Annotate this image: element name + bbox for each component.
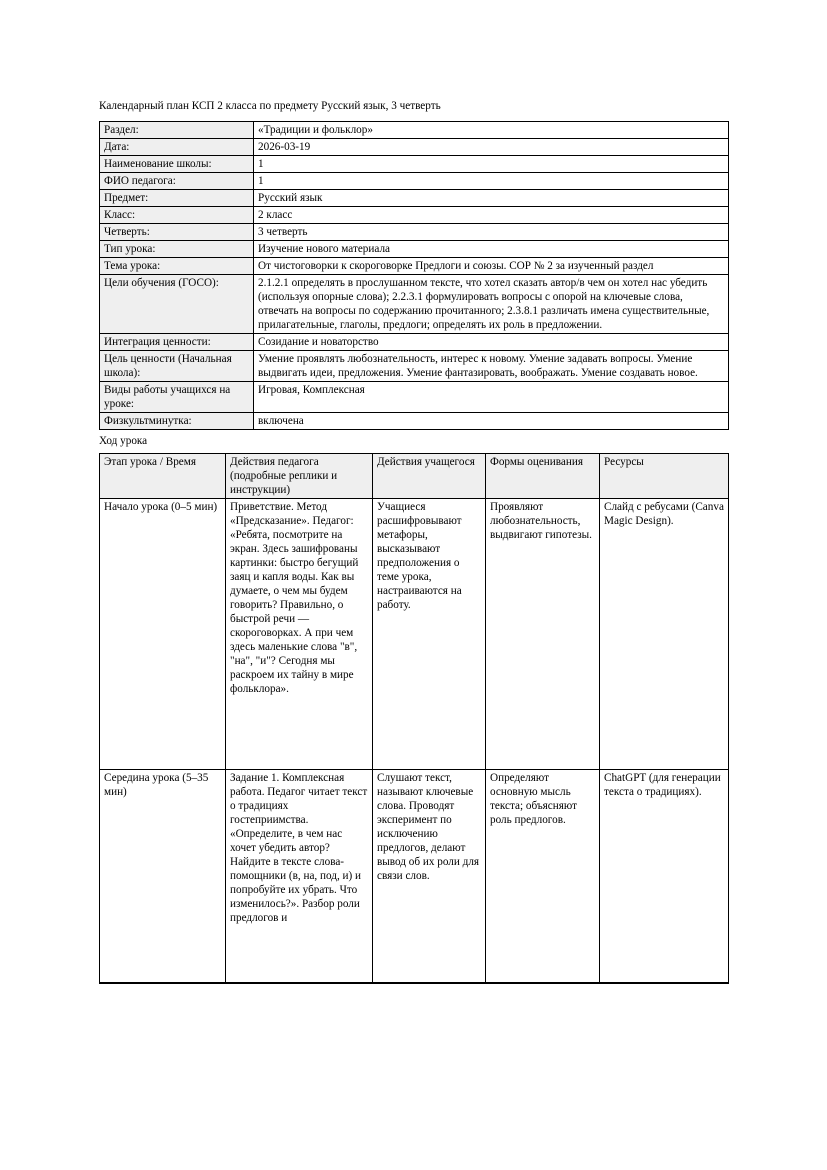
info-value: Умение проявлять любознательность, интерес к новому. Умение задавать вопросы. Умение выдвигать идеи, предложения. Умение фантазировать, воображать. Умение создавать новое. <box>254 351 729 382</box>
cell-teacher-actions: Приветствие. Метод «Предсказание». Педагог: «Ребята, посмотрите на экран. Здесь зашифрованы картинки: быстро бегущий заяц и капля воды. Как вы думаете, о чем мы будем говорить? Правильно, о быстрой речи — скороговорках. А при чем здесь маленькие слова "в", "на", "и"? Сегодня мы раскроем их тайну в мире фольклора». <box>226 499 373 770</box>
info-label: Виды работы учащихся на уроке: <box>100 382 254 413</box>
info-label: Цель ценности (Начальная школа): <box>100 351 254 382</box>
column-header-resources: Ресурсы <box>600 454 729 499</box>
info-label: Раздел: <box>100 122 254 139</box>
lesson-flow-table <box>99 453 729 984</box>
info-label: Интеграция ценности: <box>100 334 254 351</box>
table-row <box>100 499 729 770</box>
column-header-student-actions: Действия учащегося <box>373 454 486 499</box>
info-value: 2 класс <box>254 207 729 224</box>
table-row <box>100 351 729 382</box>
table-row <box>100 770 729 984</box>
cell-assessment: Проявляют любознательность, выдвигают гипотезы. <box>486 499 600 770</box>
lesson-info-body <box>100 122 729 430</box>
table-row <box>100 207 729 224</box>
table-row <box>100 258 729 275</box>
cell-resources: Слайд с ребусами (Canva Magic Design). <box>600 499 729 770</box>
lesson-info-table <box>99 121 729 430</box>
table-row <box>100 241 729 258</box>
info-value: 1 <box>254 156 729 173</box>
table-row <box>100 139 729 156</box>
cell-stage: Середина урока (5–35 мин) <box>100 770 226 984</box>
info-value: Изучение нового материала <box>254 241 729 258</box>
column-header-assessment: Формы оценивания <box>486 454 600 499</box>
table-row <box>100 122 729 139</box>
info-value: Русский язык <box>254 190 729 207</box>
info-label: ФИО педагога: <box>100 173 254 190</box>
info-label: Цели обучения (ГОСО): <box>100 275 254 334</box>
info-label: Физкультминутка: <box>100 413 254 430</box>
info-label: Предмет: <box>100 190 254 207</box>
table-row <box>100 173 729 190</box>
document-content <box>99 99 728 984</box>
info-label: Четверть: <box>100 224 254 241</box>
cell-resources: ChatGPT (для генерации текста о традициях). <box>600 770 729 984</box>
column-header-teacher-actions: Действия педагога (подробные реплики и инструкции) <box>226 454 373 499</box>
info-value: включена <box>254 413 729 430</box>
info-value: 1 <box>254 173 729 190</box>
info-label: Класс: <box>100 207 254 224</box>
table-row <box>100 224 729 241</box>
table-row <box>100 413 729 430</box>
info-label: Тип урока: <box>100 241 254 258</box>
table-row <box>100 382 729 413</box>
info-value: От чистоговорки к скороговорке Предлоги и союзы. СОР № 2 за изученный раздел <box>254 258 729 275</box>
info-label: Дата: <box>100 139 254 156</box>
lesson-flow-header <box>100 454 729 499</box>
lesson-flow-heading: Ход урока <box>99 435 148 447</box>
cell-student-actions: Учащиеся расшифровывают метафоры, высказывают предположения о теме урока, настраиваются на работу. <box>373 499 486 770</box>
table-header-row <box>100 454 729 499</box>
lesson-flow-body <box>100 499 729 984</box>
info-value: Игровая, Комплексная <box>254 382 729 413</box>
table-row <box>100 334 729 351</box>
info-label: Наименование школы: <box>100 156 254 173</box>
cell-student-actions: Слушают текст, называют ключевые слова. Проводят эксперимент по исключению предлогов, делают вывод об их роли для связи слов. <box>373 770 486 984</box>
info-value: «Традиции и фольклор» <box>254 122 729 139</box>
cell-assessment: Определяют основную мысль текста; объясняют роль предлогов. <box>486 770 600 984</box>
info-label: Тема урока: <box>100 258 254 275</box>
info-value: Созидание и новаторство <box>254 334 729 351</box>
info-value: 2026-03-19 <box>254 139 729 156</box>
table-row <box>100 275 729 334</box>
table-row <box>100 190 729 207</box>
info-value: 3 четверть <box>254 224 729 241</box>
info-value: 2.1.2.1 определять в прослушанном тексте, что хотел сказать автор/в чем он хотел нас убедить (используя опорные слова); 2.2.3.1 формулировать вопросы с опорой на ключевые слова, отвечать на вопросы по содержанию прочитанного; 2.3.8.1 различать имена существительные, прилагательные, глаголы, предлоги; определять их роль в предложении. <box>254 275 729 334</box>
table-row <box>100 156 729 173</box>
cell-teacher-actions: Задание 1. Комплексная работа. Педагог читает текст о традициях гостеприимства. «Определите, в чем нас хочет убедить автор? Найдите в тексте слова-помощники (в, на, под, и) и попробуйте их убрать. Что изменилось?». Разбор роли предлогов и <box>226 770 373 984</box>
cell-stage: Начало урока (0–5 мин) <box>100 499 226 770</box>
column-header-stage: Этап урока / Время <box>100 454 226 499</box>
page-title: Календарный план КСП 2 класса по предмету Русский язык, 3 четверть <box>99 100 441 112</box>
